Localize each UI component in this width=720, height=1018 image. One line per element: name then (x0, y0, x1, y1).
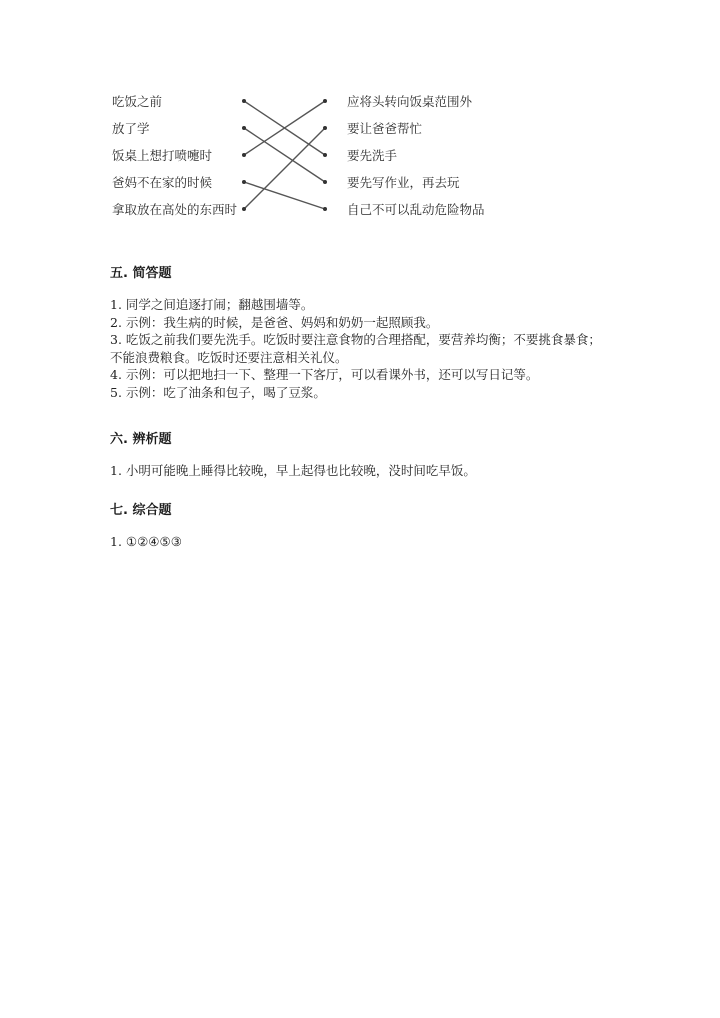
match-dot (323, 207, 327, 211)
section-6-body (110, 462, 610, 480)
answer-item: 1. 同学之间追逐打闹；翻越围墙等。 (110, 297, 314, 312)
answer-item: 2. 示例：我生病的时候，是爸爸、妈妈和奶奶一起照顾我。 (110, 314, 439, 330)
answer-item: 1. 小明可能晚上睡得比较晚，早上起得也比较晚，没时间吃早饭。 (110, 463, 476, 478)
match-left-item: 放了学 (112, 121, 150, 136)
match-dot (242, 99, 246, 103)
match-line (244, 182, 325, 209)
match-left-item: 拿取放在高处的东西时 (112, 202, 238, 217)
match-dot (242, 126, 246, 130)
match-left-item: 爸妈不在家的时候 (112, 175, 213, 190)
match-right-item: 要先写作业，再去玩 (347, 175, 460, 190)
match-right-item: 要让爸爸帮忙 (347, 121, 423, 136)
section-5-body (110, 296, 610, 401)
answer-item: 5. 示例：吃了油条和包子，喝了豆浆。 (110, 384, 326, 400)
section-7-title: 七. 综合题 (110, 503, 172, 518)
match-dot (242, 180, 246, 184)
match-dot (323, 153, 327, 157)
match-right-item: 要先洗手 (347, 148, 398, 163)
answer-item: 3. 吃饭之前我们要先洗手。吃饭时要注意食物的合理搭配，要营养均衡；不要挑食暴食；不能浪费粮食。吃饭时还要注意相关礼仪。 (110, 332, 601, 365)
match-lines (0, 0, 720, 240)
matching-diagram (0, 0, 720, 240)
section-5-title: 五. 简答题 (110, 266, 172, 281)
match-dot (323, 126, 327, 130)
match-dot (242, 153, 246, 157)
match-left-item: 吃饭之前 (112, 94, 163, 109)
answer-item: 1. ①②④⑤③ (110, 534, 182, 549)
match-left-item: 饭桌上想打喷嚏时 (112, 148, 213, 163)
match-line (244, 128, 325, 182)
match-right-item: 应将头转向饭桌范围外 (347, 94, 473, 109)
match-right-item: 自己不可以乱动危险物品 (347, 202, 485, 217)
section-7-body (110, 533, 610, 551)
section-6-title: 六. 辨析题 (110, 432, 172, 447)
match-line (244, 128, 325, 209)
answer-item: 4. 示例：可以把地扫一下、整理一下客厅，可以看课外书，还可以写日记等。 (110, 367, 539, 382)
match-dot (323, 180, 327, 184)
match-dot (242, 207, 246, 211)
match-dot (323, 99, 327, 103)
